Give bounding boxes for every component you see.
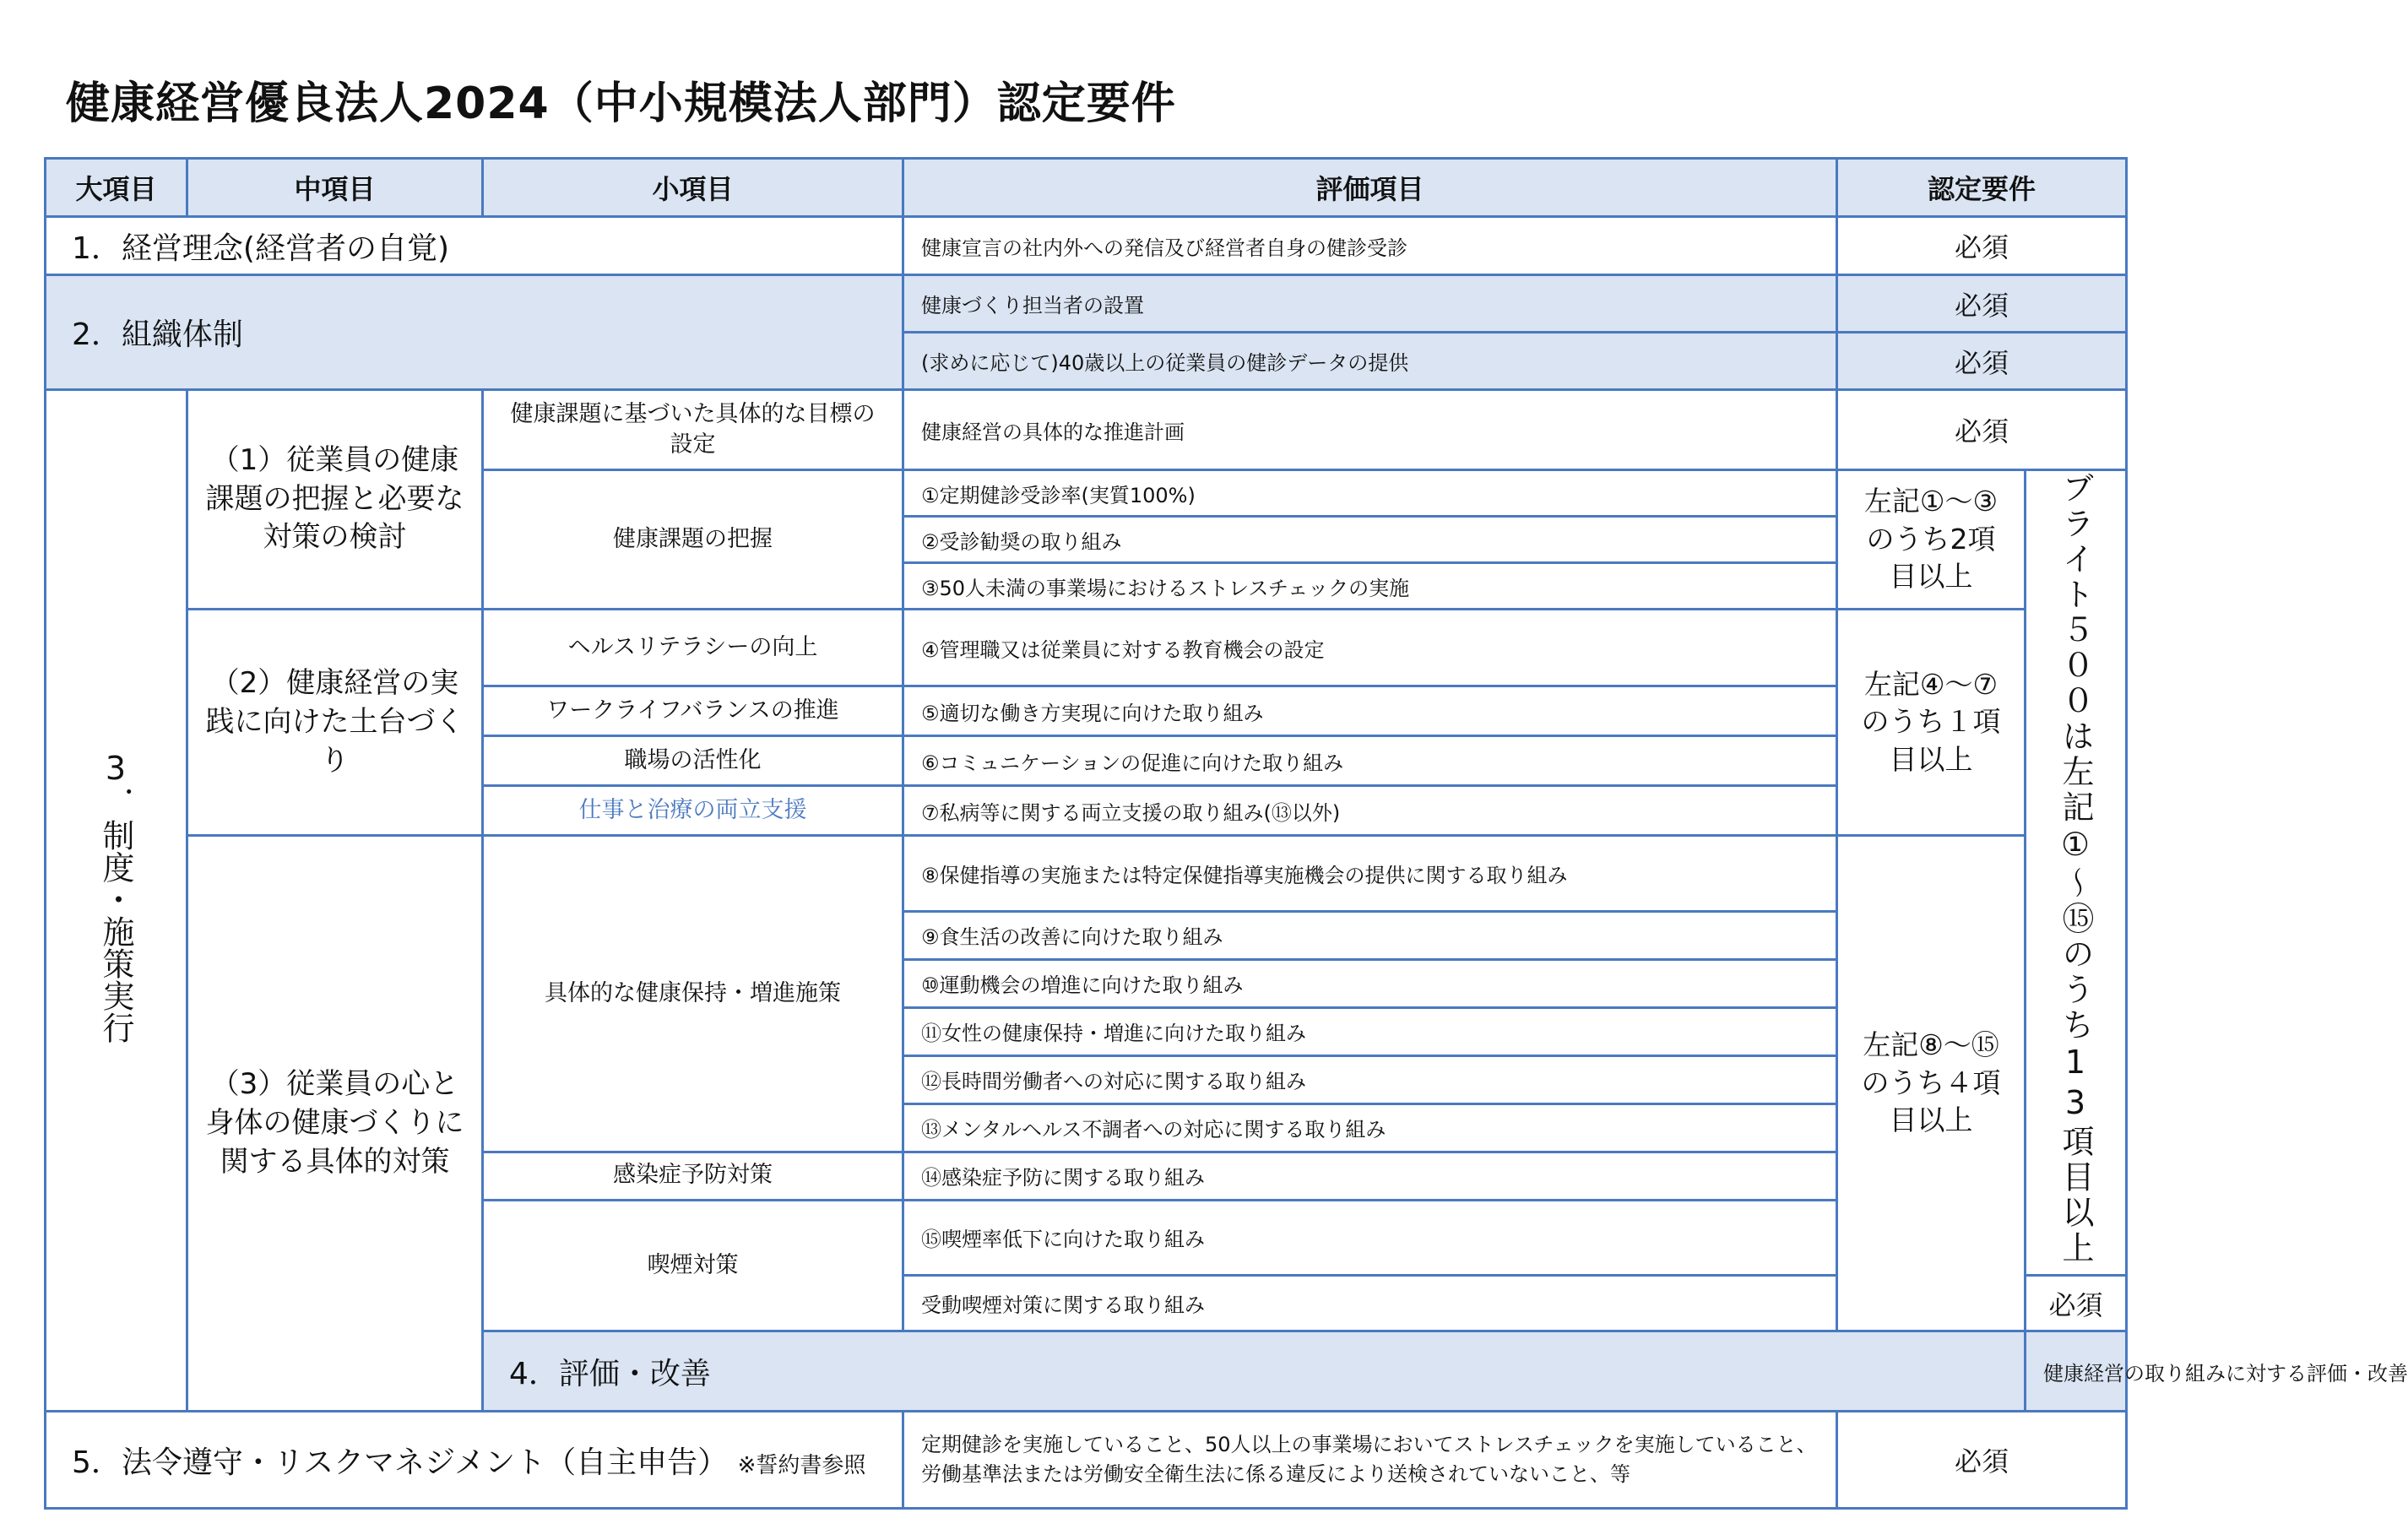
m1-eval-a: 健康経営の具体的な推進計画 [903,390,1837,470]
m3-item-13: ⑬メンタルヘルス不調者への対応に関する取り組み [903,1103,1837,1152]
m1-label: （1）従業員の健康課題の把握と必要な対策の検討 [187,390,483,610]
m2-sub-3: 職場の活性化 [483,736,903,786]
m2-group-req: 左記④～⑦のうち１項目以上 [1837,610,2026,836]
page-title: 健康経営優良法人2024（中小規模法人部門）認定要件 [66,79,1176,129]
requirements-table [44,157,2408,1510]
section-3-label: 3．制度・施策実行 [46,390,187,1412]
m2-item-6: ⑥コミュニケーションの促進に向けた取り組み [903,736,1837,786]
section-2-row-1 [46,275,2127,333]
section-4-eval: 健康経営の取り組みに対する評価・改善 [2026,1331,2127,1412]
section-2-eval-1: 健康づくり担当者の設置 [903,275,1837,333]
section-2-req-1: 必須 [1837,275,2127,333]
m3-row-8 [46,836,2127,911]
m3-item-15: ⑮喫煙率低下に向けた取り組み [903,1200,1837,1275]
header-row [46,159,2127,217]
section-1-row [46,217,2127,275]
header-mid: 中項目 [187,159,483,217]
m3-item-12: ⑫長時間労働者への対応に関する取り組み [903,1055,1837,1103]
section-1-eval: 健康宣言の社内外への発信及び経営者自身の健診受診 [903,217,1837,275]
m2-item-7: ⑦私病等に関する両立支援の取り組み(⑬以外) [903,786,1837,836]
m2-sub-1: ヘルスリテラシーの向上 [483,610,903,686]
section-5-note: ※誓約書参照 [737,1452,866,1478]
section-5-label: 5．法令遵守・リスクマネジメント（自主申告） [72,1445,729,1480]
m3-req-passive: 必須 [2026,1276,2127,1331]
section-5-cell [46,1412,903,1509]
m1-row-a [46,390,2127,470]
m2-item-4: ④管理職又は従業員に対する教育機会の設定 [903,610,1837,686]
m3-item-14: ⑭感染症予防に関する取り組み [903,1152,1837,1200]
m2-sub-4: 仕事と治療の両立支援 [483,786,903,836]
m3-item-9: ⑨食生活の改善に向けた取り組み [903,911,1837,959]
m3-group-req: 左記⑧～⑮のうち４項目以上 [1837,836,2026,1331]
m2-row-1 [46,610,2127,686]
header-small: 小項目 [483,159,903,217]
section-2-eval-2: (求めに応じて)40歳以上の従業員の健診データの提供 [903,333,1837,390]
m3-label: （3）従業員の心と身体の健康づくりに関する具体的対策 [187,836,483,1412]
section-5-req: 必須 [1837,1412,2127,1509]
m2-label: （2）健康経営の実践に向けた土台づくり [187,610,483,836]
m3-sub-b: 感染症予防対策 [483,1152,903,1200]
section-5-row [46,1412,2127,1509]
m1-item-2: ②受診勧奨の取り組み [903,517,1837,563]
section-2-label: 2．組織体制 [46,275,903,390]
m3-sub-a: 具体的な健康保持・増進施策 [483,836,903,1152]
section-2-req-2: 必須 [1837,333,2127,390]
header-eval: 評価項目 [903,159,1837,217]
m2-item-5: ⑤適切な働き方実現に向けた取り組み [903,686,1837,736]
section-1-req: 必須 [1837,217,2127,275]
m3-item-8: ⑧保健指導の実施または特定保健指導実施機会の提供に関する取り組み [903,836,1837,911]
m1-req-a: 必須 [1837,390,2127,470]
section-4-label: 4．評価・改善 [483,1331,2026,1412]
m1-item-1: ①定期健診受診率(実質100%) [903,470,1837,517]
m1-item-3: ③50人未満の事業場におけるストレスチェックの実施 [903,563,1837,610]
m3-item-10: ⑩運動機会の増進に向けた取り組み [903,959,1837,1007]
m1-sub-b: 健康課題の把握 [483,470,903,610]
section-1-label: 1．経営理念(経営者の自覚) [46,217,903,275]
m3-item-11: ⑪女性の健康保持・増進に向けた取り組み [903,1007,1837,1055]
m1-group-req: 左記①～③のうち2項目以上 [1837,470,2026,610]
section-5-eval: 定期健診を実施していること、50人以上の事業場においてストレスチェックを実施していること、労働基準法または労働安全衛生法に係る違反により送検されていないこと、等 [903,1412,1837,1509]
m1-sub-a: 健康課題に基づいた具体的な目標の設定 [483,390,903,470]
m3-sub-c: 喫煙対策 [483,1200,903,1331]
header-major: 大項目 [46,159,187,217]
bright500-note: ブライト５００は左記①～⑮のうち13項目以上 [2026,470,2127,1276]
m2-sub-2: ワークライフバランスの推進 [483,686,903,736]
header-req: 認定要件 [1837,159,2127,217]
m3-item-passive: 受動喫煙対策に関する取り組み [903,1276,1837,1331]
